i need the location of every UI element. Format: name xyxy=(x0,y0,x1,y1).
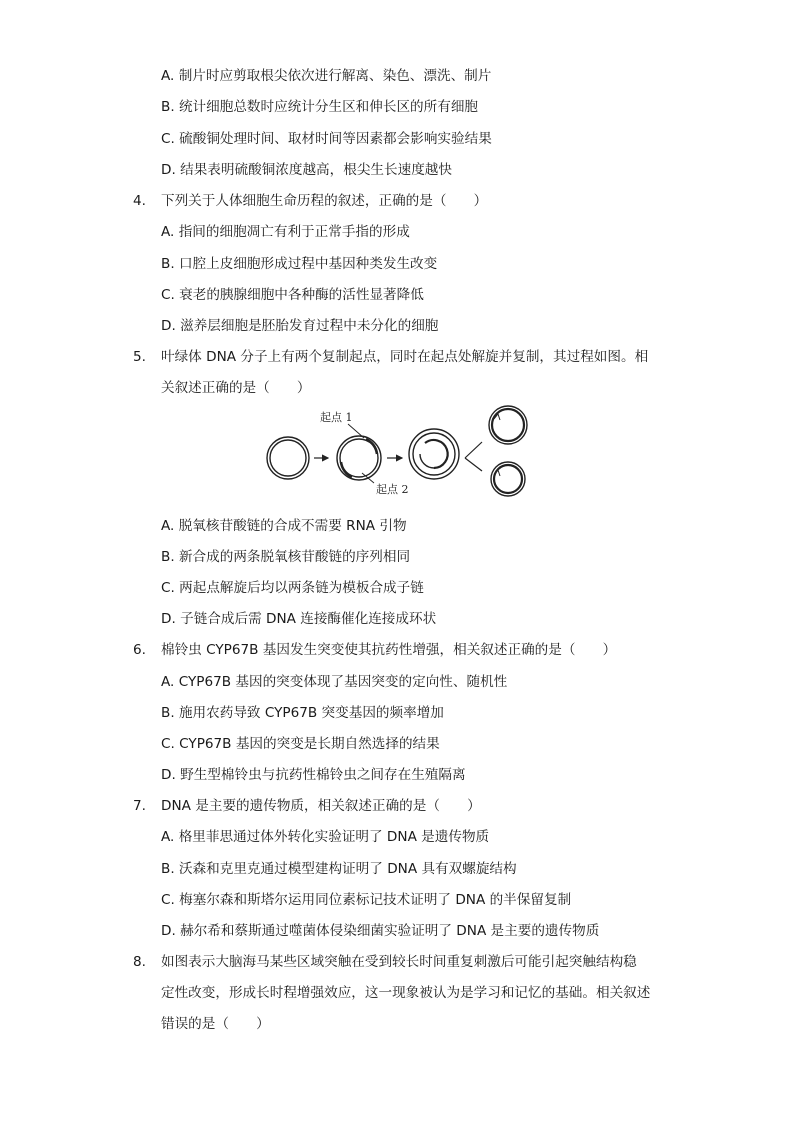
q6-option-c: C. CYP67B 基因的突变是长期自然选择的结果 xyxy=(161,736,440,752)
q4-option-b: B. 口腔上皮细胞形成过程中基因种类发生改变 xyxy=(161,256,438,272)
q6-option-a: A. CYP67B 基因的突变体现了基因突变的定向性、随机性 xyxy=(161,674,508,690)
q3-option-b: B. 统计细胞总数时应统计分生区和伸长区的所有细胞 xyxy=(161,99,479,115)
q4-option-c: C. 衰老的胰腺细胞中各种酶的活性显著降低 xyxy=(161,287,424,303)
daughter-dna-circle-top xyxy=(489,406,527,444)
q7-option-a: A. 格里菲思通过体外转化实验证明了 DNA 是遗传物质 xyxy=(161,829,490,845)
q7-stem: DNA 是主要的遗传物质，相关叙述正确的是（ ） xyxy=(161,798,481,814)
q3-option-c: C. 硫酸铜处理时间、取材时间等因素都会影响实验结果 xyxy=(161,131,492,147)
q5-stem-line2: 关叙述正确的是（ ） xyxy=(161,380,311,396)
daughter-dna-circle-bottom xyxy=(491,462,525,496)
q5-option-d: D. 子链合成后需 DNA 连接酶催化连接成环状 xyxy=(161,611,437,627)
q5-option-b: B. 新合成的两条脱氧核苷酸链的序列相同 xyxy=(161,549,411,565)
q4-option-d: D. 滋养层细胞是胚胎发育过程中未分化的细胞 xyxy=(161,318,439,334)
replicating-dna-circle xyxy=(409,429,459,479)
q8-stem-line1: 如图表示大脑海马某些区域突触在受到较长时间重复刺激后可能引起突触结构稳 xyxy=(161,954,637,970)
q7-option-d: D. 赫尔希和蔡斯通过噬菌体侵染细菌实验证明了 DNA 是主要的遗传物质 xyxy=(161,923,600,939)
q6-option-b: B. 施用农药导致 CYP67B 突变基因的频率增加 xyxy=(161,705,444,721)
q7-option-b: B. 沃森和克里克通过模型建构证明了 DNA 具有双螺旋结构 xyxy=(161,861,517,877)
origin-2-label: 起点 2 xyxy=(376,483,409,496)
q4-number: 4. xyxy=(133,193,146,209)
dna-replication-figure xyxy=(262,405,534,497)
q6-number: 6. xyxy=(133,642,146,658)
q5-option-c: C. 两起点解旋后均以两条链为模板合成子链 xyxy=(161,580,424,596)
q5-option-a: A. 脱氧核苷酸链的合成不需要 RNA 引物 xyxy=(161,518,407,534)
q3-option-a: A. 制片时应剪取根尖依次进行解离、染色、漂洗、制片 xyxy=(161,68,492,84)
replication-start-circle xyxy=(337,436,381,480)
q4-stem: 下列关于人体细胞生命历程的叙述，正确的是（ ） xyxy=(161,193,488,209)
q3-option-d: D. 结果表明硫酸铜浓度越高，根尖生长速度越快 xyxy=(161,162,452,178)
original-dna-circle xyxy=(267,437,309,479)
q4-option-a: A. 指间的细胞凋亡有利于正常手指的形成 xyxy=(161,224,410,240)
q5-number: 5. xyxy=(133,349,146,365)
q7-number: 7. xyxy=(133,798,146,814)
q7-option-c: C. 梅塞尔森和斯塔尔运用同位素标记技术证明了 DNA 的半保留复制 xyxy=(161,892,572,908)
dna-replication-diagram xyxy=(262,405,534,497)
q8-stem-line2: 定性改变，形成长时程增强效应，这一现象被认为是学习和记忆的基础。相关叙述 xyxy=(161,985,651,1001)
split-arrows xyxy=(465,442,482,471)
q8-number: 8. xyxy=(133,954,146,970)
origin-1-label: 起点 1 xyxy=(320,411,353,424)
q8-stem-line3: 错误的是（ ） xyxy=(161,1016,270,1032)
q5-stem-line1: 叶绿体 DNA 分子上有两个复制起点，同时在起点处解旋并复制，其过程如图。相 xyxy=(161,349,649,365)
q6-stem: 棉铃虫 CYP67B 基因发生突变使其抗药性增强，相关叙述正确的是（ ） xyxy=(161,642,617,658)
q6-option-d: D. 野生型棉铃虫与抗药性棉铃虫之间存在生殖隔离 xyxy=(161,767,466,783)
